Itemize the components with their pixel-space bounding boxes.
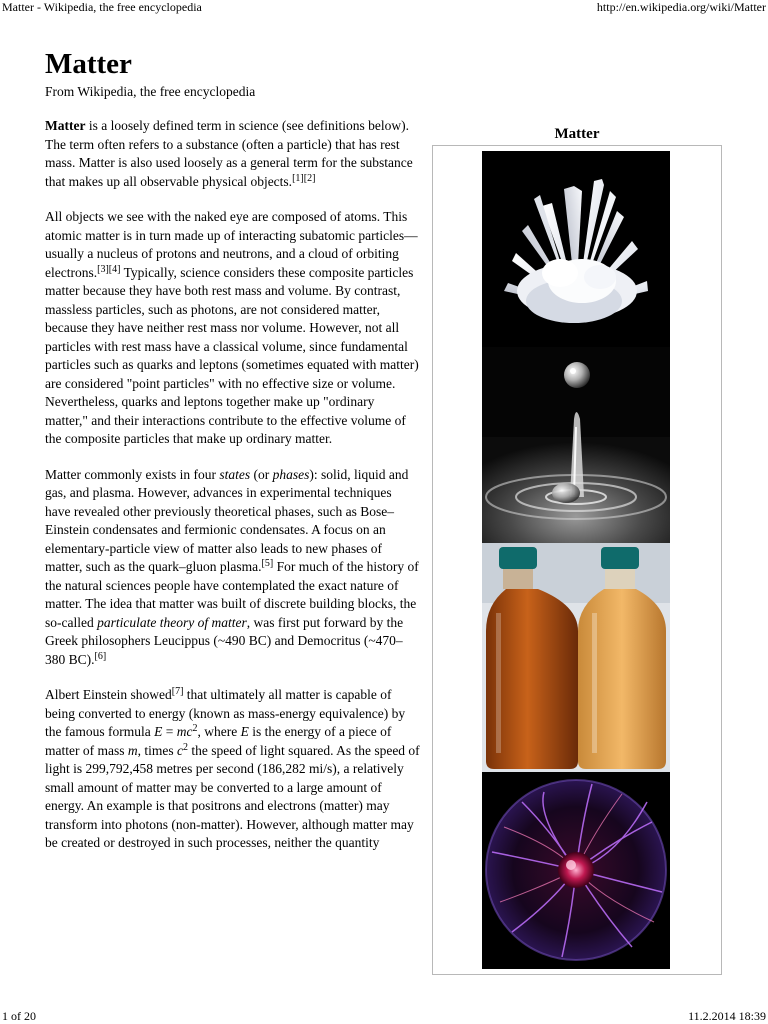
article-title: Matter (45, 48, 132, 80)
page-header-title: Matter - Wikipedia, the free encyclopedia (2, 0, 202, 14)
quartz-crystal-image[interactable] (482, 151, 670, 347)
paragraph-intro (45, 117, 420, 191)
paragraph-text: (or (250, 466, 273, 482)
formula-variable: mc (176, 724, 193, 739)
paragraph-text: Albert Einstein showed (45, 687, 172, 702)
infobox-title: Matter (554, 126, 600, 142)
formula-variable: m (127, 742, 138, 758)
formula-variable: E (240, 724, 249, 739)
reference-link[interactable]: [6] (94, 650, 107, 662)
article-body (45, 117, 420, 870)
reference-link[interactable]: [4] (108, 263, 121, 275)
plasma-globe-image[interactable] (482, 772, 670, 969)
reference-link[interactable]: [5] (261, 558, 274, 569)
paragraph-atoms (45, 208, 420, 449)
paragraph-text: ): solid, liquid and gas, and plasma. However, advances in experimental techniques have revealed other previously theoretical phases, such as Bose–Einstein condensates and fermionic condensates. A focus on an elementary-particle view of matter also leads to new phases of matter, such as the quark–gluon plasma. (45, 466, 409, 574)
italic-term: states (219, 466, 251, 482)
formula-variable: E (154, 724, 163, 739)
formula-exponent: 2 (182, 741, 188, 753)
page-count: 1 of 20 (2, 1009, 36, 1023)
paragraph-text: , times (137, 742, 177, 758)
formula-variable: c (176, 742, 183, 758)
paragraph-text: Matter commonly exists in four (45, 466, 220, 482)
paragraph-text: is a loosely defined term in science (see definitions below). The term often refers to a substance (often a particle) that has rest mass. Matter is also used loosely as a general term for the substance that makes up all observable physical objects. (45, 118, 413, 189)
water-droplet-image[interactable] (482, 347, 670, 543)
reference-link[interactable]: [7] (171, 686, 184, 697)
paragraph-text: All objects we see with the naked eye are composed of atoms. This atomic matter is in turn made up of interacting subatomic particles—usually a nucleus of protons and neutrons, and a cloud of orbiting electrons. (45, 209, 418, 280)
reference-link[interactable]: [3] (97, 263, 109, 275)
italic-term: phases (272, 466, 310, 482)
article-subtitle: From Wikipedia, the free encyclopedia (45, 84, 256, 99)
paragraph-text: , where (197, 724, 241, 739)
italic-term: particulate theory of matter (97, 614, 247, 630)
paragraph-text: that ultimately all matter is capable of being converted to energy (known as mass-energy equivalence) by the famous formula (45, 687, 406, 739)
paragraph-text: , was first put forward by the Greek philosophers Leucippus (~490 BC) and Democritus (~470–380 BC). (45, 614, 404, 667)
paragraph-text: is the energy of a piece of matter of mass (45, 724, 392, 758)
formula-exponent: 2 (192, 723, 198, 734)
reference-link[interactable]: [1] (292, 172, 304, 184)
paragraph-states (45, 466, 420, 670)
print-timestamp: 11.2.2014 18:39 (688, 1009, 766, 1023)
reference-link[interactable]: [2] (303, 172, 316, 184)
bold-term: Matter (45, 118, 86, 133)
page-header-url[interactable]: http://en.wikipedia.org/wiki/Matter (596, 0, 766, 14)
paragraph-text: the speed of light squared. As the speed of light is 299,792,458 metres per second (186,282 mi/s), a relatively small amount of matter may be converted to a large amount of energy. An example is that positrons and electrons (matter) may transform into photons (non-matter). However, although matter may be created or destroyed in such processes, neither the quantity (45, 742, 420, 850)
paragraph-text: Typically, science considers these composite particles matter because they have both rest mass and volume. By contrast, massless particles, such as photons, are not considered matter, because they have neither rest mass nor volume. However, not all particles with rest mass have a classical volume, since fundamental particles such as quarks and leptons (sometimes equated with matter) are considered "point particles" with no effective size or volume. Nevertheless, quarks and leptons together make up "ordinary matter," and their interactions contribute to the effective volume of the composite particles that make up ordinary matter. (45, 264, 419, 446)
paragraph-einstein (45, 686, 420, 853)
formula-operator: = (162, 724, 177, 739)
bottles-image[interactable] (482, 543, 670, 772)
paragraph-text: For much of the history of the natural sciences people have contemplated the exact nature of matter. The idea that matter was built of discrete building blocks, the so-called (45, 559, 419, 630)
